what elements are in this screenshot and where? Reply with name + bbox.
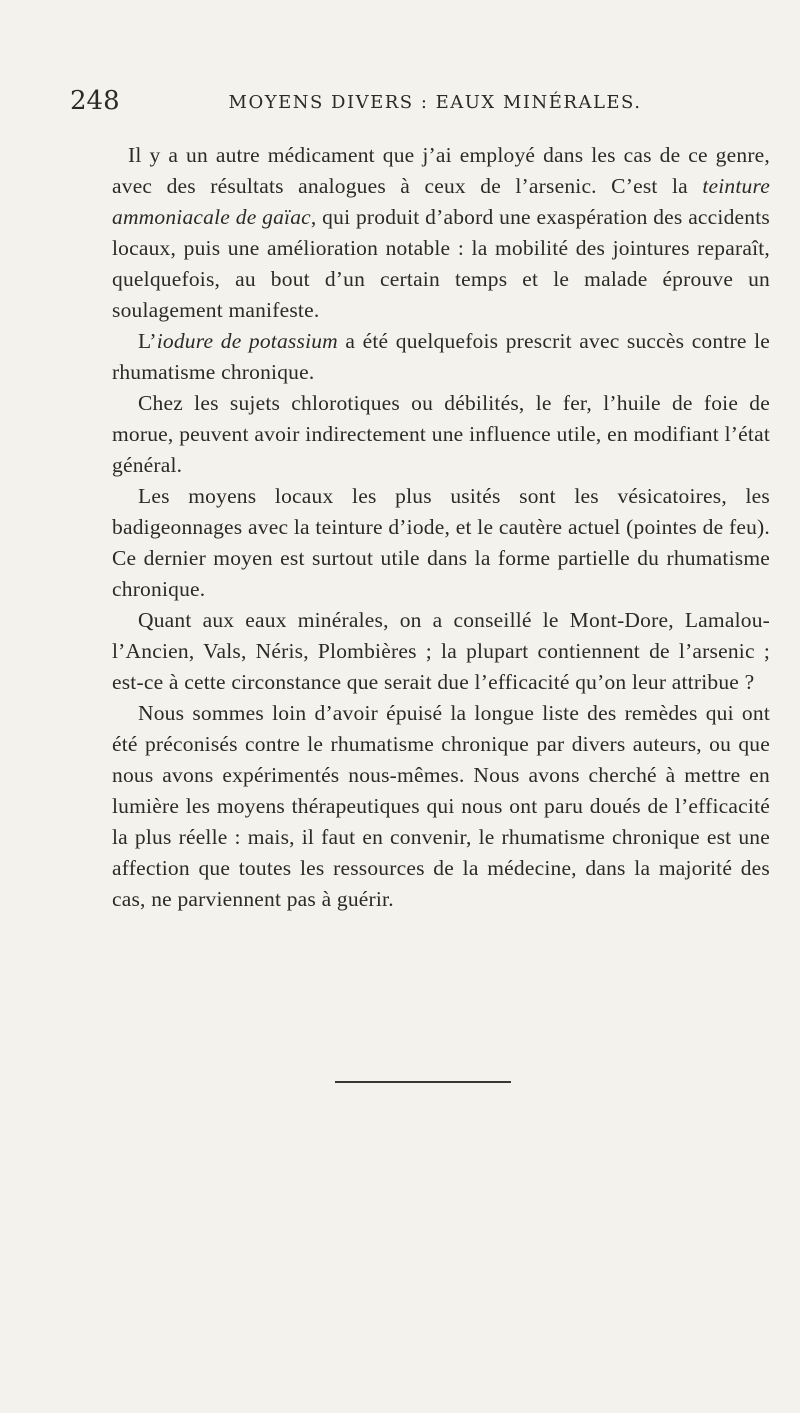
paragraph-1-text-a: Il y a un autre médicament que j’ai employé dans les cas de ce genre, avec des résultats analogues à ceux de l’arsenic. C’est la bbox=[112, 143, 770, 198]
paragraph-2-italic: iodure de potassium bbox=[156, 329, 338, 353]
paragraph-6: Nous sommes loin d’avoir épuisé la longue liste des remèdes qui ont été préconisés contre le rhumatisme chronique par divers auteurs, ou que nous avons expérimentés nous-mêmes. Nous avons cherché à mettre en lumière les moyens thérapeutiques qui nous ont paru doués de l’efficacité la plus réelle : mais, il faut en convenir, le rhumatisme chronique est une affection que toutes les ressources de la médecine, dans la majorité des cas, ne parviennent pas à guérir. bbox=[112, 701, 770, 911]
page-header bbox=[70, 86, 760, 126]
page-number: 248 bbox=[70, 86, 120, 116]
paragraph-3: Chez les sujets chlorotiques ou débilités, le fer, l’huile de foie de morue, peuvent avoir indirectement une influence utile, en modifiant l’état général. bbox=[112, 391, 770, 477]
paragraph-2 bbox=[112, 326, 770, 388]
paragraph-1 bbox=[112, 140, 770, 326]
body-text bbox=[112, 140, 770, 915]
end-rule bbox=[335, 1081, 511, 1083]
paragraph-2-text-a: L’ bbox=[138, 329, 157, 353]
paragraph-1-text-b: , qui produit d’abord une exaspération des accidents locaux, puis une amélioration notable : la mobilité des jointures reparaît, quelquefois, au bout d’un certain temps et le malade éprouve un soulagement manifeste. bbox=[112, 205, 770, 322]
paragraph-5: Quant aux eaux minérales, on a conseillé le Mont-Dore, Lamalou-l’Ancien, Vals, Néris, Plombières ; la plupart contiennent de l’arsenic ; est-ce à cette circonstance que serait due l’efficacité qu’on leur attribue ? bbox=[112, 608, 770, 694]
running-title: MOYENS DIVERS : EAUX MINÉRALES. bbox=[228, 92, 642, 113]
paragraph-2-text-b: a été quelquefois prescrit avec succès contre le rhumatisme chronique. bbox=[112, 329, 771, 384]
paragraph-1-italic: teinture ammoniacale de gaïac bbox=[112, 174, 770, 229]
paragraph-4: Les moyens locaux les plus usités sont les vésicatoires, les badigeonnages avec la teinture d’iode, et le cautère actuel (pointes de feu). Ce dernier moyen est surtout utile dans la forme partielle du rhumatisme chronique. bbox=[112, 484, 770, 601]
